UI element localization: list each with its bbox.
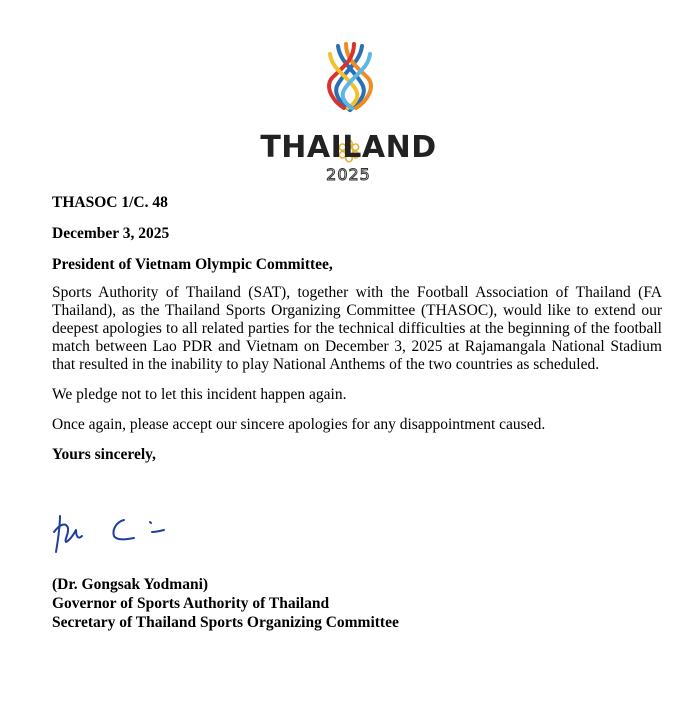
signatory-block	[52, 575, 399, 632]
logo-year-text: 2025	[326, 165, 371, 184]
handwritten-signature-icon	[52, 510, 172, 560]
letter-body	[52, 194, 662, 464]
logo	[0, 36, 697, 186]
reference-number: THASOC 1/C. 48	[52, 194, 168, 211]
closing: Yours sincerely,	[52, 446, 156, 463]
signatory-name: (Dr. Gongsak Yodmani)	[52, 576, 209, 593]
signatory-title-secretary: Secretary of Thailand Sports Organizing Committee	[52, 614, 399, 631]
paragraph-pledge: We pledge not to let this incident happen again.	[52, 386, 347, 403]
signatory-title-governor: Governor of Sports Authority of Thailand	[52, 595, 330, 612]
paragraph-closing-apology: Once again, please accept our sincere apologies for any disappointment caused.	[52, 416, 546, 433]
logo-brand-text: THAILAND	[260, 130, 437, 165]
letter-date: December 3, 2025	[52, 225, 170, 242]
salutation: President of Vietnam Olympic Committee,	[52, 256, 333, 273]
thailand-2025-games-emblem-icon	[318, 40, 382, 120]
paragraph-apology: Sports Authority of Thailand (SAT), together with the Football Association of Thailand (FA Thailand), as the Thailand Sports Organizing Committee (THASOC), would like to extend our deepest apologies to all related parties for the technical difficulties at the beginning of the football match between Lao PDR and Vietnam on December 3, 2025 at Rajamangala National Stadium that resulted in the inability to play National Anthems of the two countries as scheduled.	[52, 284, 662, 373]
